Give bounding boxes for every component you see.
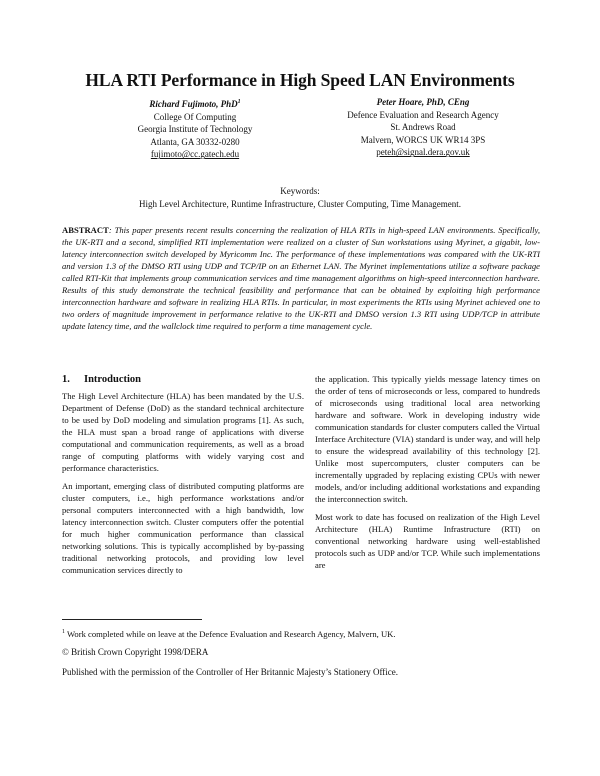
left-column — [62, 374, 304, 582]
keywords-label: Keywords: — [280, 186, 320, 196]
body-paragraph: the application. This typically yields message latency times on the order of tens of microseconds or less, compared to hundreds of microseconds using traditional local area networking hardware and software. Work in developing industry wide communication standards for cluster computers called the Virtual Interface Architecture (VIA) standard is under way, and will help to ensure the widespread availability of this technology [2]. Unlike most supercomputers, cluster computers can be incrementally upgraded by replacing existing CPUs with newer models, and/or including additional workstations and expanding the interconnection switch. — [315, 374, 540, 504]
section-title: Introduction — [84, 374, 141, 385]
author-affiliation-line: Defence Evaluation and Research Agency — [347, 109, 499, 120]
right-column — [315, 373, 540, 577]
body-paragraph: Most work to date has focused on realization of the High Level Architecture (HLA) Runtime Infrastructure (RTI) on conventional networking hardware using well-established protocols such as UDP and/or TCP. While such implementations are — [315, 512, 540, 570]
copyright-notice: © British Crown Copyright 1998/DERA — [62, 647, 209, 657]
abstract-text: : This paper presents recent results concerning the realization of HLA RTIs in high-speed LAN environments. Specifically, the UK-RTI and a second, simplified RTI implementation were realized on a cluster of Sun workstations using Myrinet, a gigabit, low-latency interconnection switch developed by Myricomm Inc. The performance of these implementations was compared with the UK-RTI and version 1.3 of the DMSO RTI using UDP and TCP/IP on an Ethernet LAN. The Myrinet implementations utilize a software package called RTI-Kit that implements group communication services and time management algorithms on high-speed interconnection hardware. Results of this study demonstrate the technical feasibility and performance that can be obtained by exploiting high performance interconnection hardware and software in realizing HLA RTIs. In particular, in most experiments the RTIs using Myrinet achieved one to two orders of magnitude improvement in performance relative to the UK-RTI and DMSO version 1.3 RTI using UDP/TCP in attribute update latency time, and the wallclock time required to perform a time management cycle. — [62, 225, 540, 331]
abstract-label: ABSTRACT — [62, 225, 109, 235]
footnote-text: Work completed while on leave at the Defence Evaluation and Research Agency, Malvern, UK. — [65, 628, 396, 639]
keywords-block — [60, 185, 540, 210]
author-block-hoare — [318, 96, 528, 159]
footnote-marker: 1 — [62, 629, 65, 635]
permission-notice: Published with the permission of the Controller of Her Britannic Majesty’s Stationery Office. — [62, 667, 399, 677]
author-email-link[interactable]: peteh@signal.dera.gov.uk — [376, 147, 470, 158]
footnote — [62, 626, 542, 640]
paper-title: HLA RTI Performance in High Speed LAN Environments — [85, 70, 515, 90]
author-name: Peter Hoare, PhD, CEng — [376, 97, 470, 107]
author-affiliation-line: College Of Computing — [153, 111, 237, 122]
author-name: Richard Fujimoto, PhD$^1$ — [149, 99, 241, 109]
footnote-marker: 1 — [237, 99, 241, 105]
author-email-link[interactable]: fujimoto@cc.gatech.edu — [150, 149, 240, 160]
body-paragraph: An important, emerging class of distributed computing platforms are cluster computers, i.e., high performance workstations and/or personal computers interconnected with a high bandwidth, low latency interconnection switch. Cluster computers offer the potential for much higher communication performance than classical networking solutions. This is typically accomplished by by-passing traditional networking protocols, and providing low level communication services directly to — [62, 481, 304, 575]
section-number: 1. — [62, 374, 70, 385]
section-heading-introduction — [62, 374, 304, 386]
author-block-fujimoto — [100, 96, 290, 161]
author-affiliation-line: St. Andrews Road — [390, 122, 456, 133]
keywords-text: High Level Architecture, Runtime Infrastructure, Cluster Computing, Time Management. — [139, 198, 461, 209]
author-affiliation-line: Atlanta, GA 30332-0280 — [150, 136, 240, 147]
author-affiliation-line: Malvern, WORCS UK WR14 3PS — [360, 134, 486, 145]
abstract — [62, 224, 540, 332]
body-paragraph: The High Level Architecture (HLA) has been mandated by the U.S. Department of Defense (DoD) as the standard technical architecture to be used by DoD modeling and simulation programs [1]. As such, the HLA must span a broad range of applications with diverse computational and communication requirements, as well as a broad range of computing platforms with widely varying cost and performance characteristics. — [62, 391, 304, 473]
author-affiliation-line: Georgia Institute of Technology — [137, 124, 253, 135]
footnote-divider — [62, 619, 202, 620]
